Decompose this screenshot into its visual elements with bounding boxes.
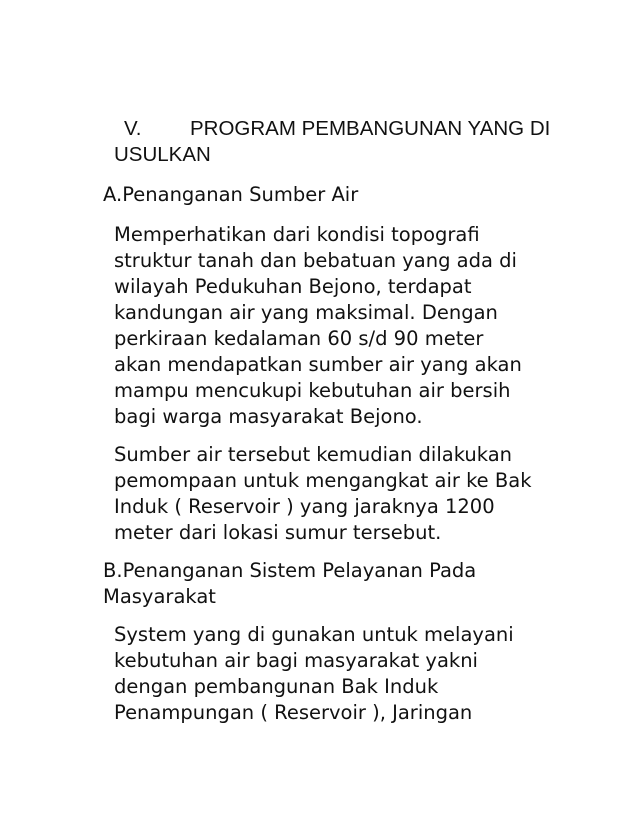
section-a-p2-line: Sumber air tersebut kemudian dilakukan (114, 443, 513, 466)
title-text-line-2: USULKAN (114, 143, 211, 166)
title-text-line-1: PROGRAM PEMBANGUNAN YANG DI (190, 117, 551, 140)
section-a-p2-line: meter dari lokasi sumur tersebut. (114, 521, 442, 544)
section-b-p1-line: System yang di gunakan untuk melayani (114, 623, 514, 646)
section-a-p1-line: kandungan air yang maksimal. Dengan (114, 301, 498, 324)
section-a-p1-line: struktur tanah dan bebatuan yang ada di (114, 249, 517, 272)
section-b-heading-line-2: Masyarakat (103, 585, 216, 608)
section-a-p2-line: Induk ( Reservoir ) yang jaraknya 1200 (114, 495, 495, 518)
section-b-p1-line: dengan pembangunan Bak Induk (114, 675, 439, 698)
section-b-p1-line: kebutuhan air bagi masyarakat yakni (114, 649, 478, 672)
title-number: V. (124, 117, 142, 140)
section-a-p1-line: wilayah Pedukuhan Bejono, terdapat (114, 275, 472, 298)
section-a-p1-line: perkiraan kedalaman 60 s/d 90 meter (114, 327, 484, 350)
section-b-heading-line-1: B.Penanganan Sistem Pelayanan Pada (103, 559, 477, 582)
section-a-p1-line: mampu mencukupi kebutuhan air bersih (114, 379, 511, 402)
section-a-heading: A.Penanganan Sumber Air (103, 183, 359, 206)
section-a-p1-line: Memperhatikan dari kondisi topografi (114, 223, 480, 246)
section-a-p1-line: akan mendapatkan sumber air yang akan (114, 353, 522, 376)
section-a-p2-line: pemompaan untuk mengangkat air ke Bak (114, 469, 532, 492)
section-a-p1-line: bagi warga masyarakat Bejono. (114, 405, 423, 428)
section-b-p1-line: Penampungan ( Reservoir ), Jaringan (114, 701, 473, 724)
